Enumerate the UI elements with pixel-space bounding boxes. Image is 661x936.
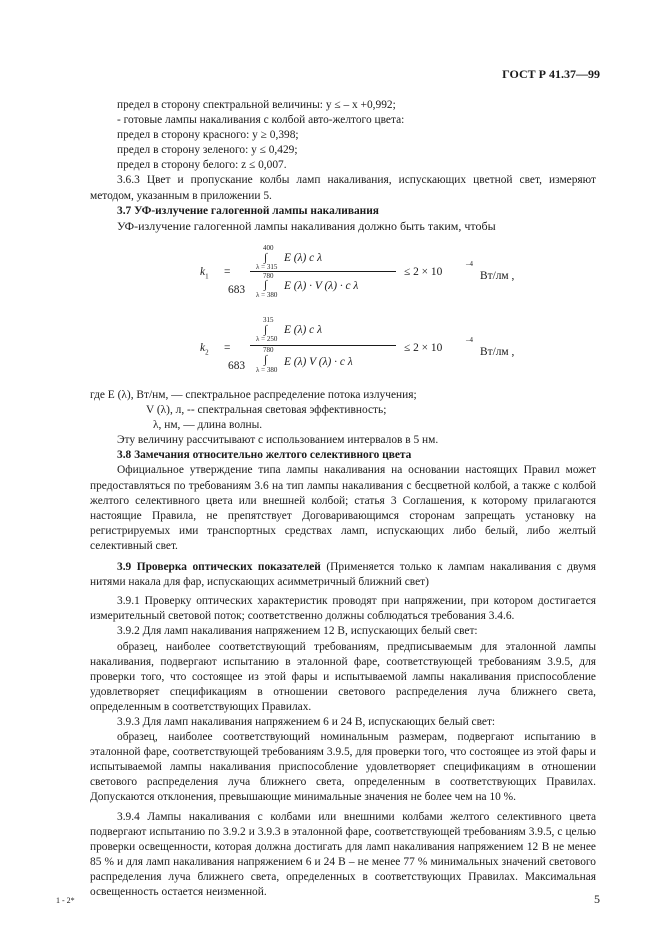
formula-k1 bbox=[200, 244, 515, 300]
k2-den-coef: 683 bbox=[228, 360, 246, 372]
k2-exponent: –4 bbox=[466, 336, 473, 344]
para-3-9-4: 3.9.4 Лампы накаливания с колбами или внешними колбами желтого селективного цвета подвергают испытанию по 3.9.2 и 3.9.3 в эталонной фаре, соответствующей требованиям 3.9.5, с целью проверки освещенности, которая должна достигать для ламп накаливания напряжением 12 В не менее 85 % и для ламп накаливания напряжением 6 и 24 В – не менее 77 % минимальных значений светового распределения луча ближнего света, определенных в соответствующих Правилах. Максимальная освещенность остается неизменной. bbox=[90, 810, 596, 898]
k1-numerator: E (λ) с λ bbox=[284, 252, 323, 264]
para-3-6-3: 3.6.3 Цвет и пропускание колбы ламп накаливания, испускающих цветной свет, измеряют методом, указанным в приложении 5. bbox=[90, 174, 596, 202]
k1-subscript: 1 bbox=[205, 272, 209, 281]
k2-den-integral: ∫ bbox=[264, 354, 268, 366]
k2-subscript: 2 bbox=[205, 348, 209, 357]
interval-note: Эту величину рассчитывают с использованием интервалов в 5 нм. bbox=[117, 434, 439, 447]
limit-line: предел в сторону белого: z ≤ 0,007. bbox=[117, 159, 287, 172]
k2-unit: Вт/лм , bbox=[480, 346, 515, 358]
k2-num-integral: ∫ bbox=[264, 324, 268, 336]
limits-block bbox=[90, 98, 596, 234]
k1-den-coef: 683 bbox=[228, 284, 246, 296]
k2-num-upper-limit: 315 bbox=[263, 316, 274, 324]
limit-line: - готовые лампы накаливания с колбой авто-желтого цвета: bbox=[117, 114, 405, 127]
para-3-9-2: образец, наиболее соответствующий требованиям, предписываемым для эталонной лампы накаливания, подвергают испытанию в эталонной фаре, соответствующей требованиям 3.9.5, для проверки того, что состоящее из этой фары и испытываемой лампы накаливания приспособление удовлетворяет спецификациям в отношении светового распределения луча ближнего света, определенным в соответствующих Правилах. bbox=[90, 640, 596, 713]
k1-num-integral: ∫ bbox=[264, 252, 268, 264]
heading-3-9-note: (Применяется только к лампам накаливания с двумя нитями накала для фар, испускающих асимметричный ближний свет) bbox=[90, 561, 596, 589]
limit-line: предел в сторону зеленого: y ≤ 0,429; bbox=[117, 144, 298, 157]
k1-symbol: k bbox=[200, 266, 206, 278]
k1-num-lower-limit: λ = 315 bbox=[256, 263, 278, 271]
para-3-9 bbox=[90, 560, 596, 590]
footer-mark: 1 - 2* bbox=[56, 896, 75, 905]
body-block bbox=[90, 388, 596, 900]
k1-den-integral: ∫ bbox=[264, 279, 268, 291]
k2-den-lower-limit: λ = 380 bbox=[256, 366, 278, 374]
para-3-9-3-intro: 3.9.3 Для ламп накаливания напряжением 6 и 24 В, испускающих белый свет: bbox=[117, 715, 496, 728]
para-3-7: УФ-излучение галогенной лампы накаливания должно быть таким, чтобы bbox=[117, 218, 496, 233]
k1-unit: Вт/лм , bbox=[480, 270, 515, 282]
heading-3-8: 3.8 Замечания относительно желтого селективного цвета bbox=[117, 449, 412, 462]
standard-code: ГОСТ Р 41.37—99 bbox=[502, 67, 600, 81]
para-3-9-2-intro: 3.9.2 Для ламп накаливания напряжением 12 В, испускающих белый свет: bbox=[117, 625, 478, 638]
where-line-1: где E (λ), Вт/нм, — спектральное распределение потока излучения; bbox=[90, 389, 417, 401]
k1-limit: ≤ 2 × 10 bbox=[404, 266, 443, 278]
k1-den-lower-limit: λ = 380 bbox=[256, 291, 278, 299]
k2-limit: ≤ 2 × 10 bbox=[404, 342, 443, 354]
k1-exponent: –4 bbox=[466, 260, 473, 268]
k1-den-upper-limit: 780 bbox=[263, 272, 274, 280]
limit-line: предел в сторону спектральной величины: y ≤ – x +0,992; bbox=[117, 99, 396, 111]
k1-num-upper-limit: 400 bbox=[263, 244, 274, 252]
k2-numerator: E (λ) с λ bbox=[284, 324, 323, 336]
formula-k2 bbox=[200, 316, 515, 376]
page-number: 5 bbox=[594, 892, 600, 906]
where-line-2: V (λ), л, -- спектральная световая эффективность; bbox=[146, 404, 387, 417]
k2-num-lower-limit: λ = 250 bbox=[256, 335, 278, 343]
k2-denominator: E (λ) V (λ) · с λ bbox=[284, 356, 353, 368]
para-3-8: Официальное утверждение типа лампы накаливания на основании настоящих Правил может предоставляться по требованиям 3.6 на тип лампы накаливания с бесцветной колбой, а также с колбой желтого селективного цвета или внешней колбой; статья 3 Соглашения, к которому прилагаются настоящие Правила, не препятствует Договаривающимся сторонам запрещать установку на регистрируемых ими транспортных средствах ламп, испускающих либо белый, либо желтый селективный свет. bbox=[90, 464, 596, 552]
k2-den-upper-limit: 780 bbox=[263, 346, 274, 354]
para-3-9-1: 3.9.1 Проверку оптических характеристик проводят при напряжении, при котором достигается измерительный световой поток; соответственно должны соблюдаться требования 3.4.6. bbox=[90, 595, 596, 623]
heading-3-9: 3.9 Проверка оптических показателей bbox=[117, 561, 321, 574]
where-line-3: λ, нм, — длина волны. bbox=[153, 419, 263, 432]
heading-3-7: 3.7 УФ-излучение галогенной лампы накаливания bbox=[117, 204, 379, 217]
k2-equals: = bbox=[224, 342, 231, 354]
k1-equals: = bbox=[224, 266, 231, 278]
k2-symbol: k bbox=[200, 342, 206, 354]
para-3-9-3: образец, наиболее соответствующий номинальным размерам, подвергают испытанию в эталонной фаре, соответствующей требованиям 3.9.5, для проверки того, что состоящее из этой фары и испытываемой лампы накаливания приспособление удовлетворяет спецификациям в отношении светового распределения луча ближнего света, определенным в соответствующих Правилах. Допускаются отклонения, превышающие минимальные значения не более чем на 10 %. bbox=[90, 731, 596, 804]
k1-denominator: E (λ) · V (λ) · с λ bbox=[284, 280, 359, 292]
limit-line: предел в сторону красного: y ≥ 0,398; bbox=[117, 129, 299, 142]
